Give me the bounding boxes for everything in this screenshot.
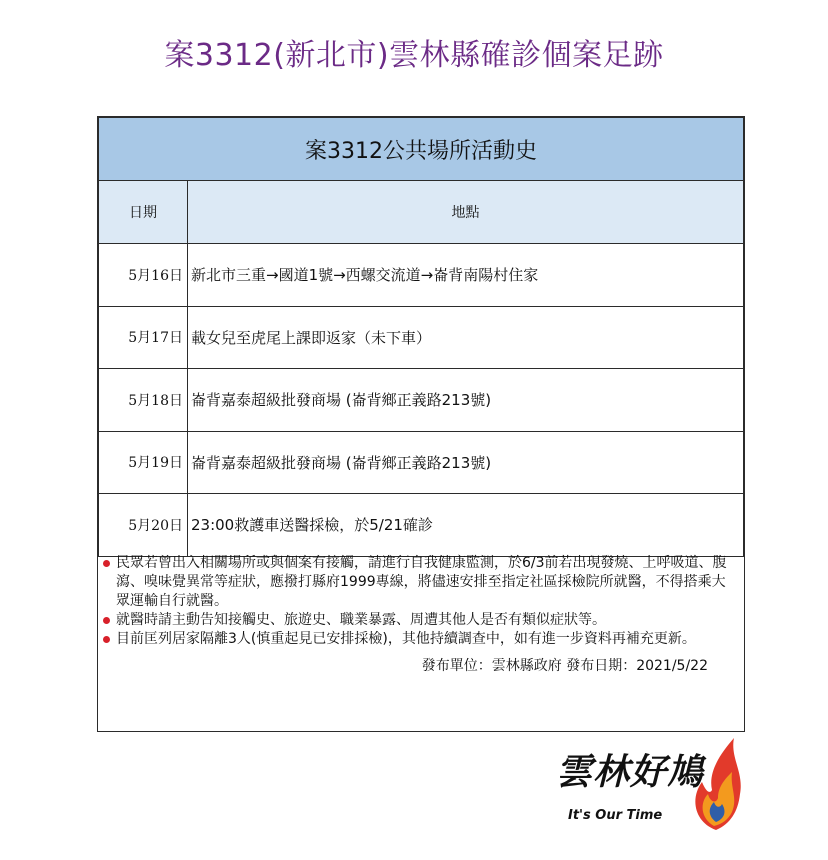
note-item [100,611,736,630]
bullet-icon [103,636,110,643]
logo-text: 雲林好鳩 [556,751,705,793]
activity-table [98,117,744,557]
row-place: 崙背嘉泰超級批發商場 (崙背鄉正義路213號) [188,369,744,432]
row-place: 23:00救護車送醫採檢，於5/21確診 [188,494,744,557]
row-date: 5月19日 [99,431,188,494]
activity-frame [97,116,745,732]
note-item [100,630,736,649]
row-date: 5月16日 [99,244,188,307]
note-item [100,554,736,611]
column-header-place: 地點 [188,181,744,244]
note-text: 就醫時請主動告知接觸史、旅遊史、職業暴露、周遭其他人是否有類似症狀等。 [116,612,606,628]
notes-section [98,554,744,676]
table-heading: 案3312公共場所活動史 [99,118,744,181]
row-place: 崙背嘉泰超級批發商場 (崙背鄉正義路213號) [188,431,744,494]
page-title: 案3312(新北市)雲林縣確診個案足跡 [164,38,664,73]
bullet-icon [103,560,110,567]
yunlin-logo [556,732,746,842]
table-row [99,431,744,494]
publisher-info: 發布單位：雲林縣政府 發布日期：2021/5/22 [421,658,708,674]
logo-tagline: It's Our Time [568,808,663,823]
table-row [99,306,744,369]
row-date: 5月17日 [99,306,188,369]
table-row [99,369,744,432]
note-text: 民眾若曾出入相關場所或與個案有接觸，請進行自我健康監測，於6/3前若出現發燒、上呼吸道、腹瀉、嗅味覺異常等症狀，應撥打縣府1999專線，將儘速安排至指定社區採檢院所就醫，不得搭乘大眾運輸自行就醫。 [116,555,727,609]
row-place: 新北市三重→國道1號→西螺交流道→崙背南陽村住家 [188,244,744,307]
table-row [99,494,744,557]
row-date: 5月18日 [99,369,188,432]
column-header-date: 日期 [99,181,188,244]
row-date: 5月20日 [99,494,188,557]
bullet-icon [103,617,110,624]
table-row [99,244,744,307]
row-place: 載女兒至虎尾上課即返家（未下車） [188,306,744,369]
flame-icon [686,732,746,832]
note-text: 目前匡列居家隔離3人(慎重起見已安排採檢)，其他持續調查中，如有進一步資料再補充更新。 [116,631,696,647]
